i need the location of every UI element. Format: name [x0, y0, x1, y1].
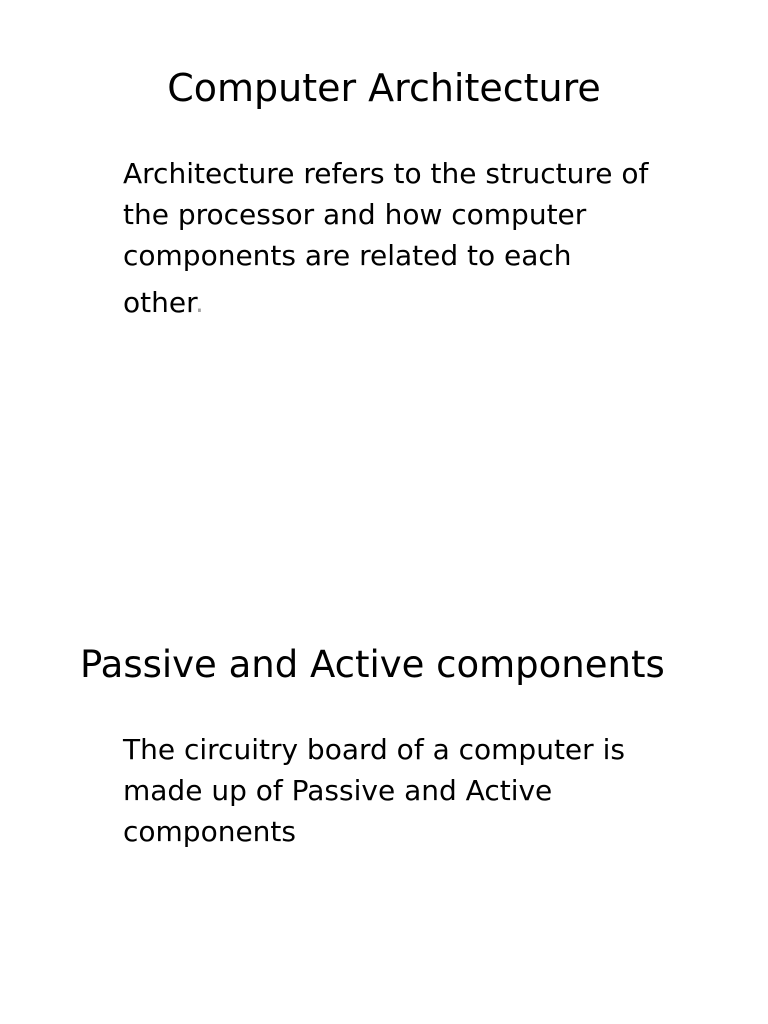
- paragraph-line: the processor and how computer: [123, 198, 587, 231]
- section-title-passive-active-components: Passive and Active components: [80, 643, 665, 686]
- paragraph-line: components are related to each: [123, 239, 572, 272]
- circuitry-board-paragraph: [123, 729, 683, 852]
- paragraph-line: Architecture refers to the structure of: [123, 157, 649, 190]
- section-title-computer-architecture: Computer Architecture: [167, 66, 601, 110]
- paragraph-line: The circuitry board of a computer is: [123, 733, 625, 766]
- architecture-definition-paragraph: [123, 153, 683, 323]
- paragraph-period: .: [195, 286, 204, 319]
- paragraph-last-word: other: [123, 286, 196, 319]
- paragraph-line: components: [123, 815, 296, 848]
- paragraph-line: made up of Passive and Active: [123, 774, 553, 807]
- paragraph-last-line: [123, 282, 683, 323]
